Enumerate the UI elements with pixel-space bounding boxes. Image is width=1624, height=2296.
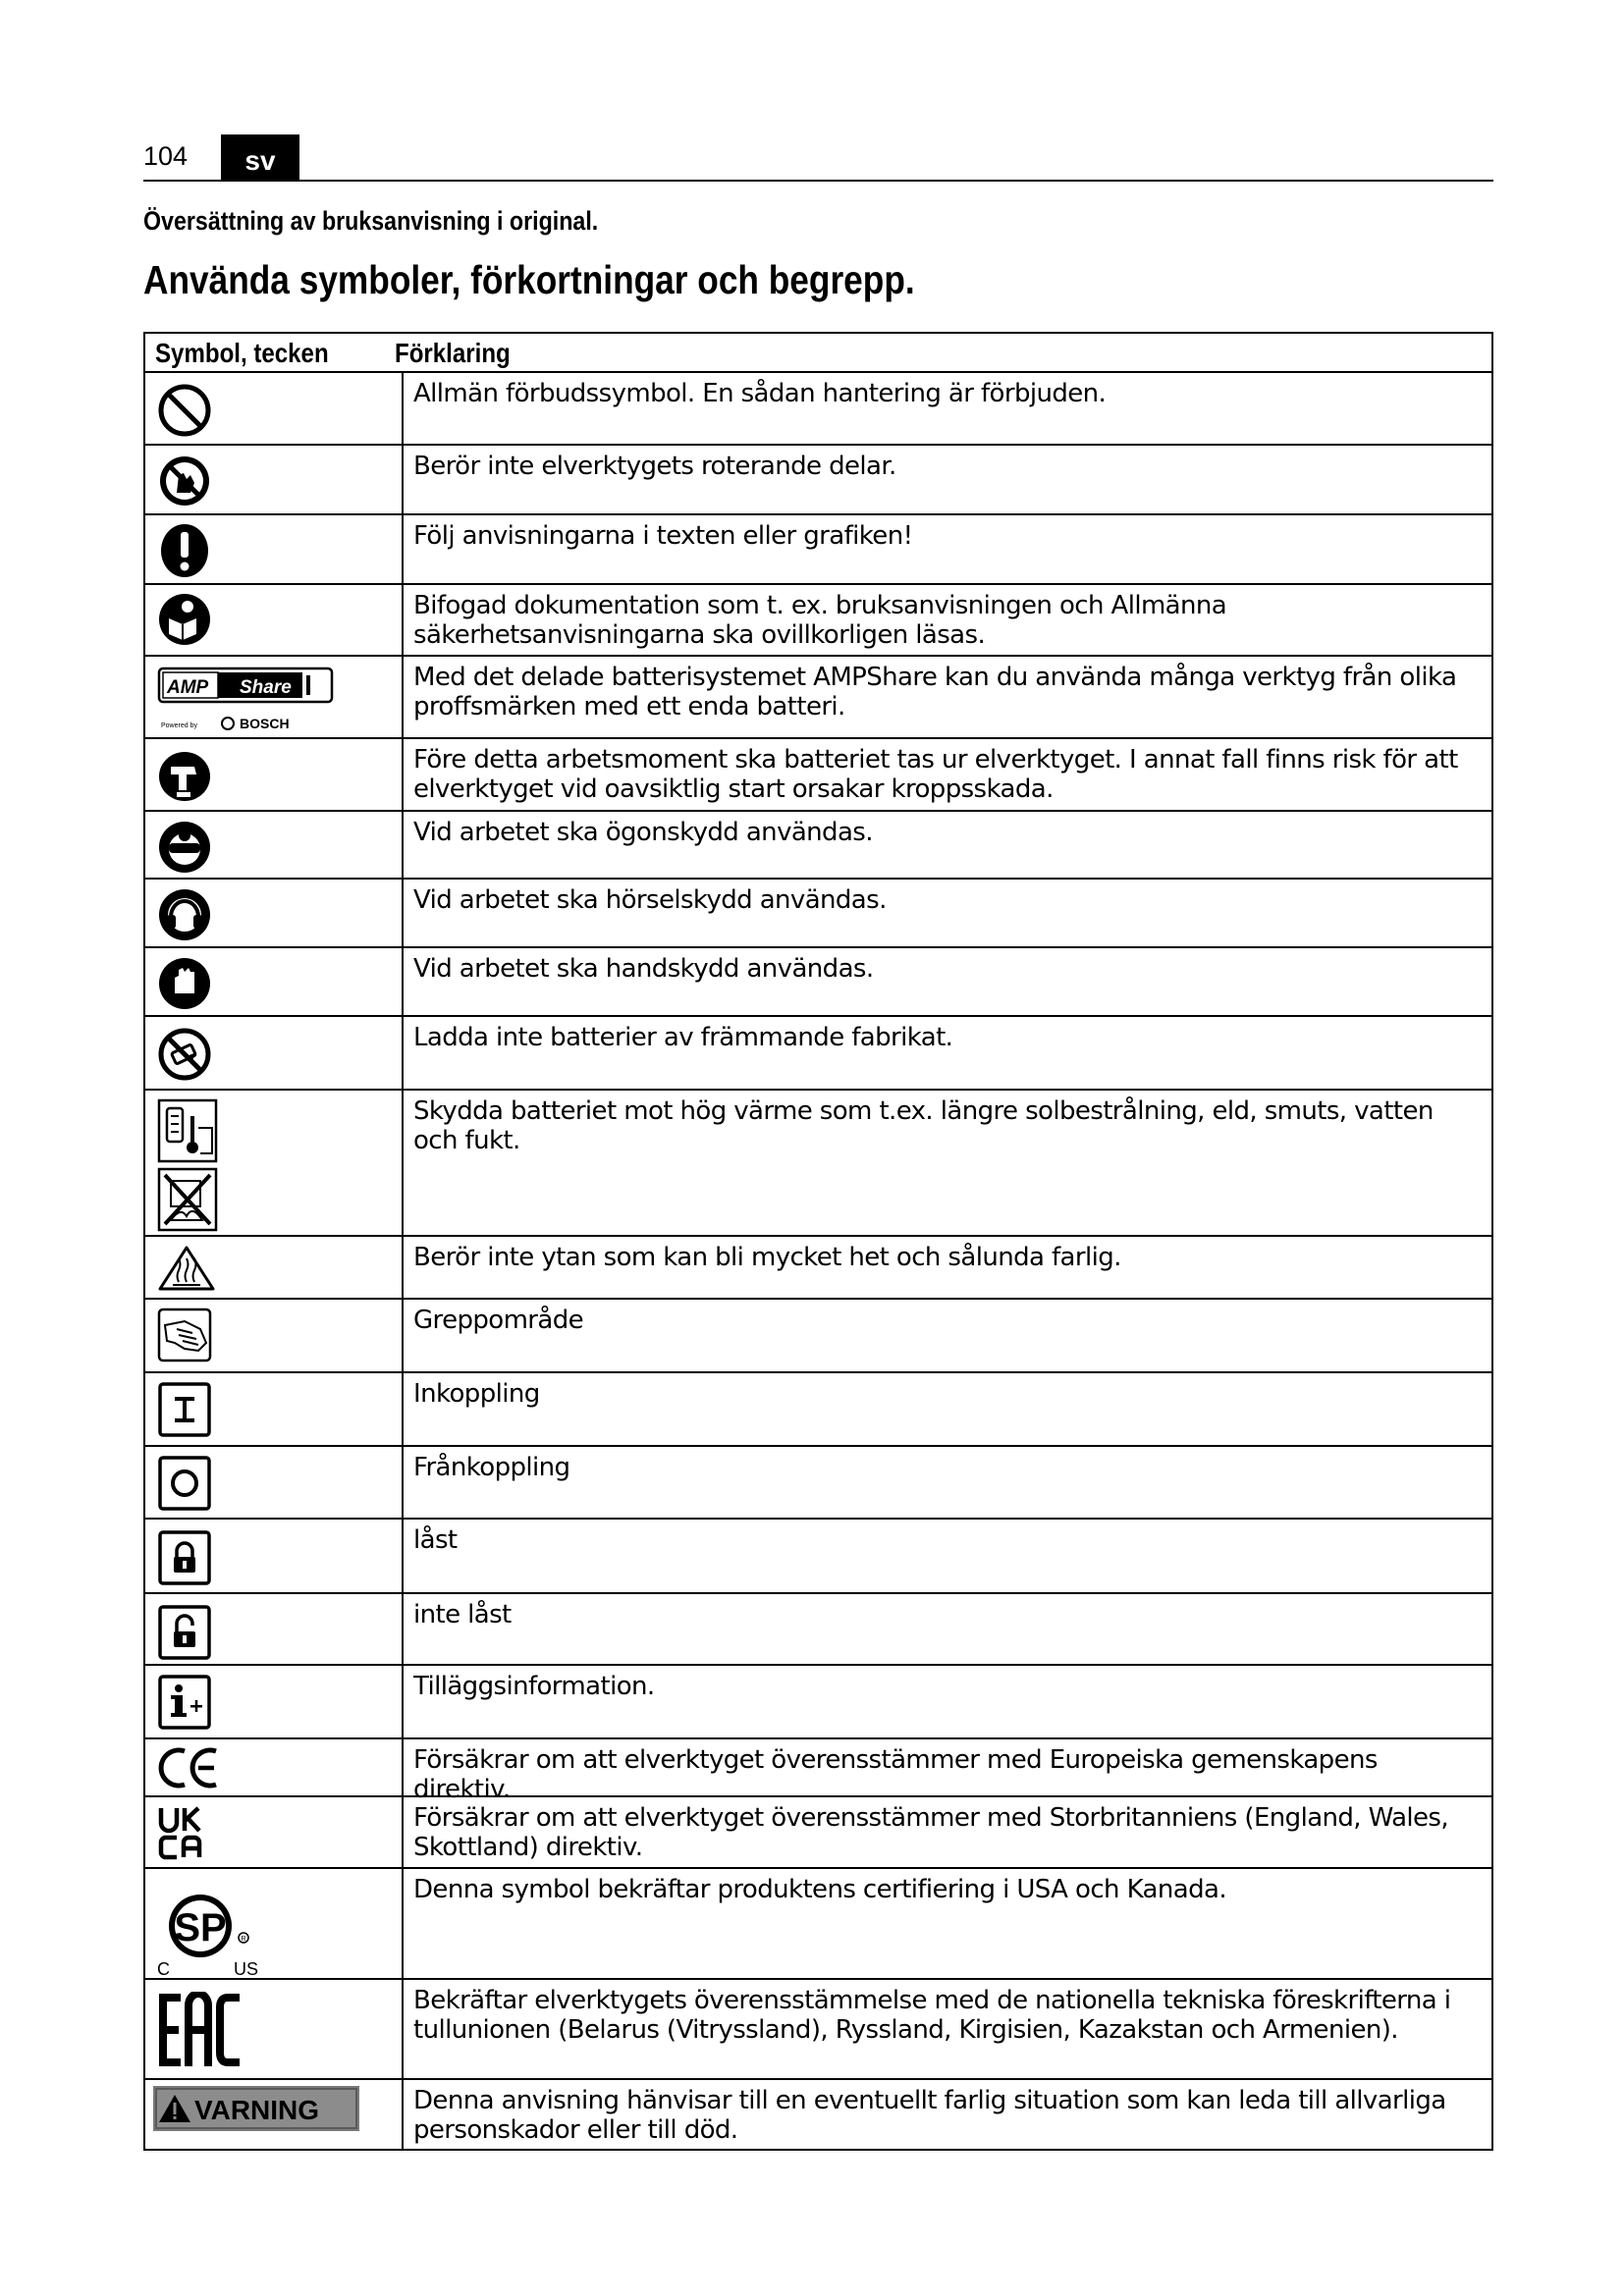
row-text: Före detta arbetsmoment ska batteriet tas ur elverktyget. I annat fall finns risk för att elverktyget vid oavsiktlig start orsakar kroppsskada. [413,745,1458,804]
ampshare-powered-by: Powered by [161,722,197,729]
table-row [145,812,1491,880]
symbol-table [143,332,1493,2151]
table-row [145,1520,1491,1594]
page-number: 104 [143,141,189,171]
table-header [145,334,1491,373]
row-text: Vid arbetet ska handskydd användas. [413,954,874,984]
ampshare-text [156,687,157,688]
no-touch-rotating-icon [157,454,212,508]
row-text: Vid arbetet ska hörselskydd användas. [413,885,887,915]
subtitle: Översättning av bruksanvisning i original. [143,206,599,236]
row-text: Tilläggsinformation. [413,1672,655,1701]
row-text: Skydda batteriet mot hög värme som t.ex. längre solbestrålning, eld, smuts, vatten och fukt. [413,1096,1434,1155]
svg-text:R: R [241,1936,246,1943]
ce-mark-text: CE [155,1745,157,1746]
table-row [145,739,1491,812]
hearing-protection-icon [157,887,212,942]
grip-area-icon [157,1308,212,1362]
eac-mark-text: EAC [157,1992,160,1993]
table-row [145,1300,1491,1373]
row-text: Bifogad dokumentation som t. ex. bruksanvisningen och Allmänna säkerhetsanvisningarna ska ovillkorligen läsas. [413,591,1227,650]
table-row [145,948,1491,1017]
row-text: Bekräftar elverktygets överensstämmelse med de nationella tekniska föreskrifterna i tullunionen (Belarus (Vitryssland), Ryssland, Kirgisien, Kazakstan och Armenien). [413,1986,1451,2045]
table-row [145,1869,1491,1980]
exclamation-icon [159,523,210,578]
row-text: Försäkrar om att elverktyget överensstämmer med Storbritanniens (England, Wales, Skottland) direktiv. [413,1803,1449,1862]
table-row [145,1594,1491,1666]
row-text: Inkoppling [413,1379,540,1409]
page-title: Använda symboler, förkortningar och begrepp. [143,257,915,302]
table-row [145,1666,1491,1739]
warning-text: VARNING [194,2095,320,2125]
ce-mark-icon [155,1745,224,1790]
csa-c: C [157,1959,170,1977]
csa-letters: SP [174,1906,227,1949]
table-row [145,880,1491,948]
warning-label-icon [153,2086,359,2131]
eac-mark-icon [157,1992,255,2068]
row-text: Allmän förbudssymbol. En sådan hantering är förbjuden. [413,379,1107,408]
row-text: låst [413,1525,458,1555]
language-tab: sv [221,134,299,181]
info-icon [157,1674,212,1731]
table-row [145,373,1491,446]
remove-battery-icon [157,751,212,802]
prohibition-icon [157,383,212,438]
power-off-icon [157,1455,212,1512]
table-row [145,446,1491,515]
row-text: Vid arbetet ska ögonskydd användas. [413,818,873,847]
table-row [145,2080,1491,2149]
svg-text:Share: Share [240,677,292,698]
svg-text:AMP: AMP [167,677,209,698]
table-row [145,1980,1491,2080]
table-row [145,1739,1491,1804]
table-row [145,657,1491,739]
hot-surface-icon [157,1245,216,1292]
no-foreign-battery-icon [157,1027,212,1082]
csa-us: US [234,1959,259,1977]
row-text: Greppområde [413,1306,584,1335]
ukca-mark-text: UK CA [157,1805,161,1806]
lock-open-icon [157,1604,212,1661]
row-text: Försäkrar om att elverktyget överensstämmer med Europeiska gemenskapens direktiv. [413,1745,1378,1804]
table-row [145,1373,1491,1447]
lock-closed-icon [157,1529,212,1586]
header-explanation: Förklaring [395,338,511,368]
row-text: Följ anvisningarna i texten eller grafiken! [413,521,913,551]
row-text: Berör inte ytan som kan bli mycket het och sålunda farlig. [413,1243,1121,1272]
read-manual-icon [157,591,212,648]
row-text: inte låst [413,1600,512,1629]
table-row [145,1447,1491,1520]
row-text: Denna anvisning hänvisar till en eventuellt farlig situation som kan leda till allvarliga personskador eller till död. [413,2086,1446,2145]
eye-protection-icon [157,820,212,875]
header-symbol: Symbol, tecken [155,338,329,368]
table-row [145,515,1491,585]
ukca-mark-icon [157,1805,204,1860]
row-text: Berör inte elverktygets roterande delar. [413,452,896,481]
header-rule [143,180,1493,182]
table-row [145,585,1491,657]
csa-mark-icon [155,1883,273,1977]
row-text: Frånkoppling [413,1453,570,1482]
ampshare-logo [157,667,334,733]
battery-heat-icon [157,1098,220,1232]
row-text: Denna symbol bekräftar produktens certifiering i USA och Kanada. [413,1875,1227,1904]
page-header [143,132,1493,181]
row-text: Ladda inte batterier av främmande fabrikat. [413,1023,953,1052]
table-row [145,1017,1491,1091]
ampshare-bosch: BOSCH [240,716,290,731]
table-row [145,1797,1491,1869]
row-text: Med det delade batterisystemet AMPShare kan du använda många verktyg från olika proffsmärken med ett enda batteri. [413,663,1457,721]
table-row [145,1091,1491,1237]
gloves-icon [157,956,212,1011]
table-row [145,1237,1491,1300]
power-on-icon [157,1381,212,1438]
